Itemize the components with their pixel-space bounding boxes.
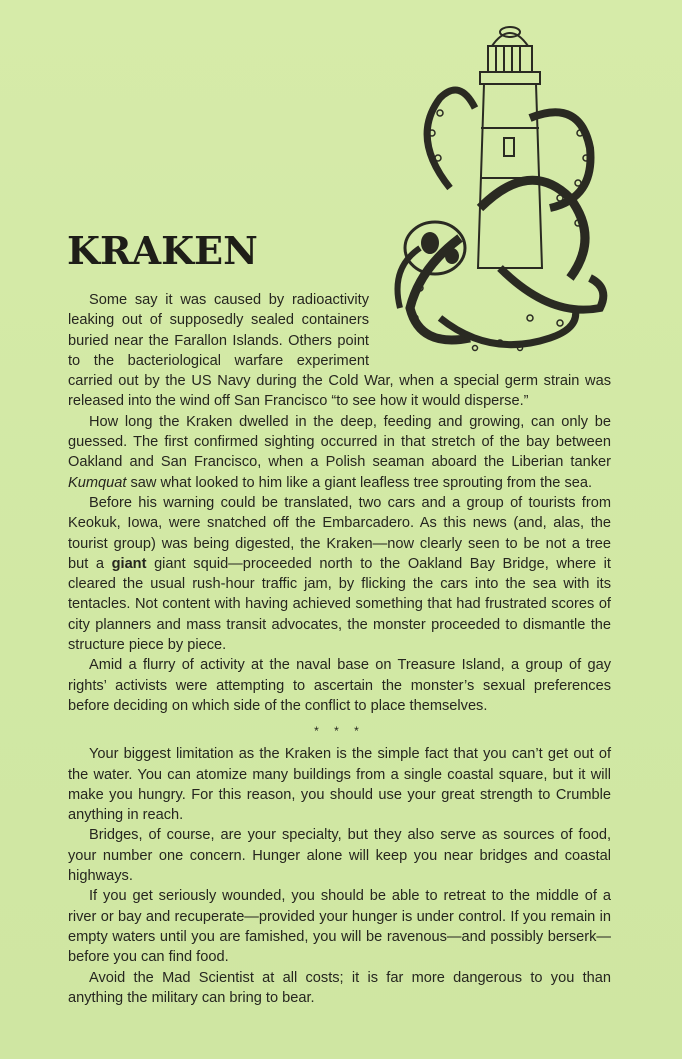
ship-name: Kumquat <box>68 474 127 491</box>
paragraph-attack: Before his warning could be translated, two cars and a group of tourists from Keokuk, Iowa, were snatched off the Embarcadero. As this news (and, alas, the tourist group) was being digested, the Kraken—now clearly seen to be not a tree but a giant giant squid—proceeded north to the Oakland Bay Bridge, where it cleared the usual rush-hour traffic jam, by flicking the cars into the sea with its tentacles. Not content with having achieved something that had frustrated scores of city planners and mass transit advocates, the monster proceeded to dismantle the structure piece by piece. <box>68 494 611 654</box>
article-body <box>68 290 611 1008</box>
paragraph-activists: Amid a flurry of activity at the naval base on Treasure Island, a group of gay rights’ activists were attempting to ascertain the monster’s sexual preferences before deciding on which side of the conflict to place themselves. <box>68 657 611 714</box>
section-separator: * * * <box>314 724 365 739</box>
page-title: KRAKEN <box>67 228 258 273</box>
paragraph-limitation: Your biggest limitation as the Kraken is the simple fact that you can’t get out of the water. You can atomize many buildings from a single coastal square, but it will make you hungry. For this reason, you should use your great strength to Crumble anything in reach. <box>68 746 611 824</box>
illustration-wrap-space <box>369 290 611 370</box>
paragraph-sighting: How long the Kraken dwelled in the deep, feeding and growing, can only be guessed. The first confirmed sighting occurred in that stretch of the bay between Oakland and San Francisco, when a Polish seaman aboard the Liberian tanker Kumquat saw what looked to him like a giant leafless tree sprouting from the sea. <box>68 413 611 491</box>
paragraph-wounded: If you get seriously wounded, you should be able to retreat to the middle of a river or bay and recuperate—provided your hunger is under control. If you remain in empty waters until you are famished, you will be ravenous—and possibly berserk—before you can find food. <box>68 888 611 966</box>
paragraph-bridges: Bridges, of course, are your specialty, but they also serve as sources of food, your number one concern. Hunger alone will keep you near bridges and coastal highways. <box>68 827 611 885</box>
paragraph-origin: Some say it was caused by radioactivity leaking out of supposedly sealed containers buried near the Farallon Islands. Others point to the bacteriological warfare experiment carried out by the US Navy during the Cold War, when a special germ strain was released into the wind off San Francisco “to see how it would disperse.” <box>68 292 611 410</box>
bold-word: giant <box>111 555 147 572</box>
paragraph-mad-scientist: Avoid the Mad Scientist at all costs; it is far more dangerous to you than anything the military can bring to bear. <box>68 969 611 1006</box>
